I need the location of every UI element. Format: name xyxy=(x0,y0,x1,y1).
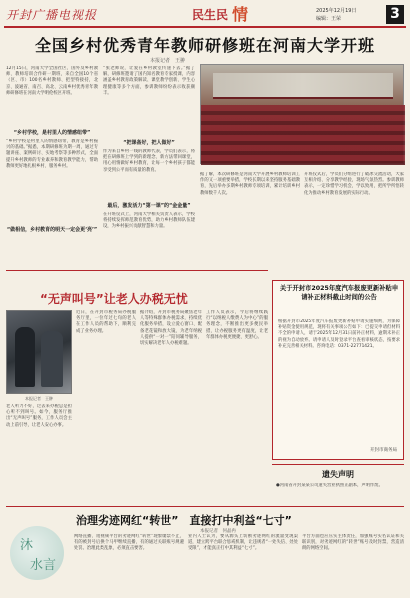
notice-box xyxy=(272,280,404,460)
article1-paragraph-4: 作为来自乡村一线的教师代表，学员们表示，将把在研修班上学到的新理念、新方法带回课堂，用心用情做好乡村教育，让每一个乡村孩子都能享受到公平而有质量的教育。 xyxy=(103,149,195,173)
section-divider xyxy=(6,270,268,271)
article3-byline: 本报记者 何晶冉 xyxy=(200,529,236,534)
section-title: 民生民 xyxy=(192,8,229,22)
page-editor: 编辑：王荣 xyxy=(316,16,342,22)
article1-subheading-3: “把课备好，把人做好” xyxy=(123,140,175,146)
lost-notice xyxy=(272,464,404,504)
article2-paragraph-1: 老人听力不好，过去来办税总是担心听不到叫号。如今，服务厅推出“无声叫号”服务，工作人员会主动上前引导，让老人安心办事。 xyxy=(6,404,72,428)
article1-column-3 xyxy=(200,172,300,262)
article3-paragraph-2: 业内人士认为，要从源头上切断劣迹网红的流量变现渠道，建立跨平台联合惩戒机制，让违规者“一处失信、处处受限”，才能真正打中其利益“七寸”。 xyxy=(188,534,298,552)
article3-paragraph-1: 网络直播、短视频平台的劣迹网红“转世”现象屡禁不止，有的被封号后换个马甲继续直播，有的通过关联账号规避处罚。治理此类乱象，必须直击要害。 xyxy=(74,534,184,552)
article1-paragraph-6: 据了解，本次研修班是河南大学开展乡村教师培训工作的又一项重要举措，学校长期以来坚持服务基础教育，先后举办多期乡村教师专项培训，累计培训乡村教师数千人次。 xyxy=(200,172,300,196)
notice-body: 根据开封市2025年度汽车报废更新补贴申请实施细则，为保障补贴资金使用规范，现将有关事项公告如下：已提交申请但材料不全的申请人，请于2025年12月31日前补正材料，逾期未补正的视为自动放弃。请申请人及时登录平台查看审核状态，按要求补充完善相关材料。咨询电话：0371-22771421。 xyxy=(278,319,400,349)
masthead xyxy=(4,4,406,28)
column-logo xyxy=(6,520,68,592)
article2-paragraph-4: 工作人员表示，今后将继续践行“以纳税人缴费人为中心”的服务理念，不断推出更多便民举措，让办税服务更有温度，让老年群体办税更便捷、更舒心。 xyxy=(206,310,268,340)
article1-column-1 xyxy=(6,66,98,262)
article1-headline: 全国乡村优秀青年教师研修班在河南大学开班 xyxy=(34,36,375,55)
article3-headline: 治理劣迹网红“转世” 直接打中利益“七寸” xyxy=(76,514,292,527)
photo-stage xyxy=(213,73,393,99)
lost-notice-body: ●河南省开封某某公司遗失营业执照正副本，声明作废。 xyxy=(276,483,383,488)
column-logo-text: 水言 xyxy=(30,558,57,573)
tax-service-photo xyxy=(6,310,72,394)
article1-column-2 xyxy=(103,66,195,262)
notice-title: 关于开封市2025年度汽车报废更新补贴申请补正材料截止时间的公告 xyxy=(279,285,399,301)
article1-byline: 本报记者 王翀 xyxy=(150,58,186,64)
page-number: 3 xyxy=(386,5,404,24)
section-divider xyxy=(6,506,404,507)
photo-figure xyxy=(41,331,63,387)
photo-figure xyxy=(15,327,35,387)
article1-subheading-1: “乡村学校，是村里人的情感纽带” xyxy=(13,130,91,136)
article1-subheading-2: “做相信，乡村教育的明天一定会更‘亮’” xyxy=(6,227,98,233)
newspaper-logo: 开封广播电视报 xyxy=(6,8,98,22)
article2-paragraph-2: 近日，在开封市税务局办税服务厅里，一位年过七旬的老人在工作人员的帮助下，顺利完成了业务办理。 xyxy=(76,310,136,334)
article1-paragraph-5: 在开班仪式上，河南大学相关负责人表示，学校将持续发挥师范教育优势，助力乡村教师队伍建设，为乡村振兴贡献智慧和力量。 xyxy=(103,212,195,230)
section-title-accent: 情 xyxy=(232,5,249,24)
article3-paragraph-3: 平台方面也应压实主体责任，加强账号实名认证和关联识别，对劣迹网红的“转世”账号及时封禁，营造清朗的网络空间。 xyxy=(302,534,404,552)
article1-paragraph-3: “张老师说，让爱在乡村教室传递下去。”据了解，研修班邀请了国内知名教育专家授课，内容涵盖乡村教育政策解读、课堂教学创新、学生心理健康等多个方面，参训教师纷纷表示收获颇丰。 xyxy=(103,66,195,96)
classroom-photo xyxy=(200,64,404,164)
photo-caption: 本报记者 王翀 xyxy=(25,396,53,401)
notice-signature: 开封市商务局 xyxy=(370,448,397,453)
photo-audience xyxy=(201,105,405,165)
article2-headline: “无声叫号”让老人办税无忧 xyxy=(40,292,188,306)
column-logo-text: 沐 xyxy=(20,538,34,553)
article1-subheading-4: 最后，激发活力“第一课”的“金金量” xyxy=(107,203,191,209)
lost-notice-title: 遗失声明 xyxy=(322,470,354,479)
article1-paragraph-2: “乡村学校是村里人的情感纽带，教育是乡村振兴的基础。”据悉，本期研修班为期一周，通过专题讲座、案例研讨、实地考察等多种形式，全面提升乡村教师的专业素养和教育教学能力，帮助教师更好地扎根乡村、服务乡村。 xyxy=(6,139,98,169)
article1-paragraph-1: 12月15日，河南大学全国社区、国外及乡村教师、教师培训合作研一期班，来自全国10个省（区、市）100名乡村教师、把型特接持，北京、波通省、南召、高北、云南乡村优秀青年教师研修班在河南大学明伦校区开班。 xyxy=(6,66,98,96)
article1-paragraph-7: 开班仪式后，学员们分组进行了破冰交流活动，大家互相介绍、分享教学经验，现场气氛热烈。参训教师表示，一定珍惜学习机会，学以致用，把所学所悟转化为推动乡村教育发展的实际行动。 xyxy=(304,172,404,196)
issue-date: 2025年12月19日 xyxy=(316,8,357,14)
article1-column-4 xyxy=(304,172,404,262)
article2-paragraph-3: 据介绍，开封市税务局聚焦老年人等特殊群体办税需求，持续优化服务举措，设立爱心窗口、配备老花镜和放大镜，为老年纳税人提供“一对一”陪同辅导服务，切实解决老年人办税难题。 xyxy=(140,310,202,347)
